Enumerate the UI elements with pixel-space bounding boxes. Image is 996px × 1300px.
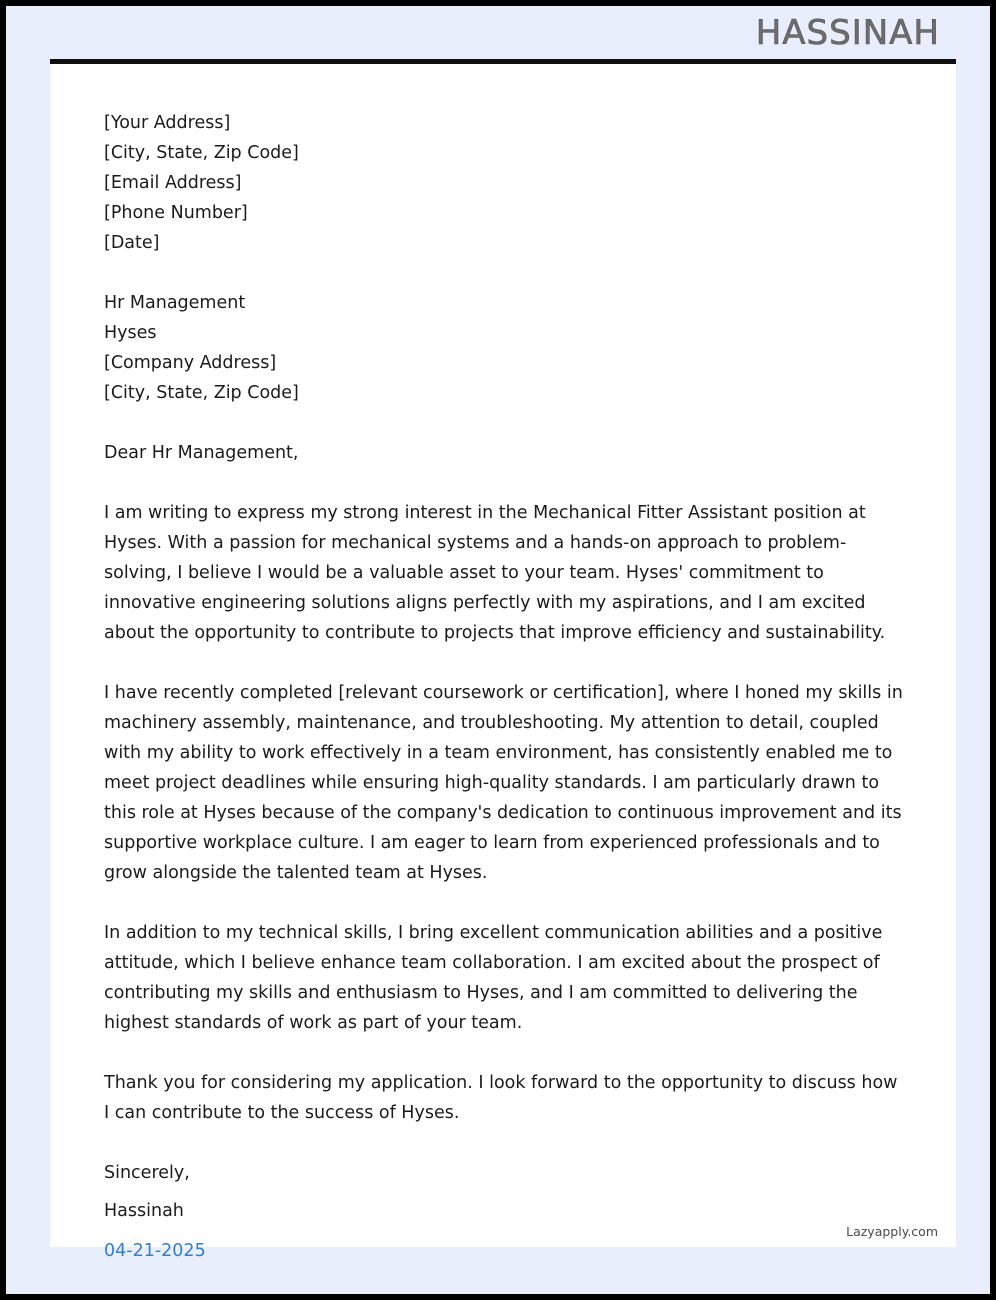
sender-city-line: [City, State, Zip Code] [104, 143, 299, 163]
sender-address-line: [Your Address] [104, 113, 231, 133]
watermark-footer: Lazyapply.com [846, 1224, 938, 1239]
recipient-company-line: Hyses [104, 323, 157, 343]
recipient-name-line: Hr Management [104, 293, 246, 313]
salutation: Dear Hr Management, [104, 443, 299, 463]
body-paragraph-1: I am writing to express my strong interest in the Mechanical Fitter Assistant position at Hyses. With a passion for mechanical systems and a hands-on approach to problem-solving, I believe I would be a valuable asset to your team. Hyses' commitment to innovative engineering solutions aligns perfectly with my aspirations, and I am excited about the opportunity to contribute to projects that improve efficiency and sustainability. [104, 503, 886, 643]
body-paragraph-4: Thank you for considering my application. I look forward to the opportunity to discuss how I can contribute to the success of Hyses. [104, 1073, 898, 1123]
sender-email-line: [Email Address] [104, 173, 242, 193]
recipient-city-line: [City, State, Zip Code] [104, 383, 299, 403]
body-paragraph-3: In addition to my technical skills, I bring excellent communication abilities and a positive attitude, which I believe enhance team collaboration. I am excited about the prospect of contributing my skills and enthusiasm to Hyses, and I am committed to delivering the highest standards of work as part of your team. [104, 923, 883, 1033]
document-header [12, 12, 984, 54]
sender-phone-line: [Phone Number] [104, 203, 248, 223]
signature-name: Hassinah [104, 1201, 184, 1221]
recipient-address-block [104, 288, 904, 408]
brand-title: HASSINAH [755, 13, 940, 53]
closing-line: Sincerely, [104, 1163, 190, 1183]
body-paragraph-2: I have recently completed [relevant coursework or certification], where I honed my skills in machinery assembly, maintenance, and troubleshooting. My attention to detail, coupled with my ability to work effectively in a team environment, has consistently enabled me to meet project deadlines while ensuring high-quality standards. I am particularly drawn to this role at Hyses because of the company's dedication to continuous improvement and its supportive workplace culture. I am eager to learn from experienced professionals and to grow alongside the talented team at Hyses. [104, 683, 903, 883]
sender-date-line: [Date] [104, 233, 160, 253]
recipient-address-line: [Company Address] [104, 353, 277, 373]
date-stamp: 04-21-2025 [104, 1241, 206, 1261]
cover-letter-body [50, 59, 956, 1261]
sender-address-block [104, 108, 904, 258]
